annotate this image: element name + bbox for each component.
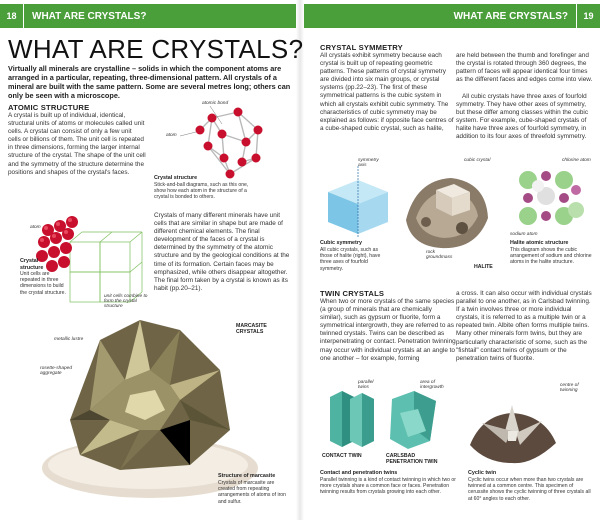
ball-stick-caption-text: Stick-and-ball diagrams, such as this one, show how each atom in the structure of a crystal is bonded to others.	[154, 182, 249, 201]
cyclic-twin-caption-title: Cyclic twin	[468, 470, 497, 476]
halite-label: HALITE	[474, 264, 493, 270]
lattice-caption-text: Unit cells are repeated in three dimensions to build the crystal structure.	[20, 271, 66, 296]
ball-stick-caption-title: Crystal structure	[154, 175, 198, 181]
metallic-lustre-label: metallic lustre	[54, 337, 84, 342]
atom-label: atom	[166, 133, 177, 138]
contact-twin-label: CONTACT TWIN	[322, 453, 362, 459]
left-page-header	[0, 4, 296, 28]
marcasite-crystals-label: MARCASITE CRYSTALS	[236, 323, 267, 335]
cubic-crystal-label: cubic crystal	[464, 158, 491, 163]
right-page-number: 19	[576, 4, 600, 28]
left-page-number: 18	[0, 4, 24, 28]
crystal-symmetry-text-col2: are held between the thumb and forefinger and the crystal is rotated through 360 degrees, the pattern of faces will appear identical four times as the different faces and edges come into view.	[456, 52, 593, 84]
halite-structure-caption-title: Halite atomic structure	[510, 240, 569, 246]
twin-crystals-text-col2: a cross. It can also occur with individual crystals parallel to one another, as in Carlsbad twinning. If a twin involves three or more individual crystals, it is referred to as a multiple twin or a repeated twin. Albite often forms multiple twins. Many other minerals form twins, but they are particularly characteristic of some, such as the "fishtail" contact twins of gypsum or the penetration twins of fluorite.	[456, 290, 592, 362]
cubic-symmetry-diagram	[318, 166, 398, 238]
crystal-symmetry-text-col1: All crystals exhibit symmetry because each crystal is built up of repeating geometric patterns. These patterns of crystal symmetry are divided into six main groups, or crystal systems (pp.22–23). The first of these symmetrical patterns is the cubic system in which all crystals exhibit cubic symmetry. The characteristics of cubic symmetry may be explained as follows: if opposite face centres of a cube-shaped cubic crystal, such as halite,	[320, 52, 454, 132]
marcasite-caption-text: Crystals of marcasite are created from repeating arrangements of atoms of iron and sulfur.	[218, 480, 286, 505]
cubic-symmetry-caption-title: Cubic symmetry	[320, 240, 362, 246]
page-title: WHAT ARE CRYSTALS?	[8, 34, 304, 64]
twins-caption-text: Parallel twinning is a kind of contact twinning in which two or more crystals share a common face or faces. Penetration twinning results from crystals growing into each other.	[320, 477, 456, 496]
sodium-atom-label: sodium atom	[510, 232, 538, 237]
cyclic-twin-specimen-image	[462, 385, 562, 469]
unit-cells-label: unit cells combine to form the crystal structure	[104, 294, 148, 309]
book-gutter	[296, 0, 304, 520]
atomic-structure-text: A crystal is built up of individual, identical, structural units of atoms or molecules called unit cells. A crystal can consist of only a few unit cells or billions of them. The unit cell is repeated in three dimensions, forming the larger internal structure of the crystal. The shape of the unit cell and the symmetry of the structure determine the positions and shapes of the crystal's faces.	[8, 112, 146, 176]
rock-groundmass-label: rock groundmass	[426, 250, 453, 260]
right-running-title: WHAT ARE CRYSTALS?	[453, 10, 568, 22]
centre-of-twinning-label: centre of twinning	[560, 383, 579, 393]
atomic-bond-label: atomic bond	[202, 101, 229, 106]
crystal-symmetry-heading: CRYSTAL SYMMETRY	[320, 43, 403, 52]
halite-specimen-image	[396, 160, 496, 255]
left-running-title: WHAT ARE CRYSTALS?	[32, 10, 147, 22]
halite-atomic-structure-diagram	[514, 166, 584, 230]
twins-caption-title: Contact and penetration twins	[320, 470, 398, 476]
lattice-caption-title: Crystal structure	[20, 258, 44, 271]
cyclic-twin-caption-text: Cyclic twins occur when more than two crystals are twinned at a common centre. This specimen of cerussite shows the cyclic twinning of three crystals all at 60° angles to each other.	[468, 477, 591, 502]
atomic-structure-heading: ATOMIC STRUCTURE	[8, 103, 90, 112]
right-page-header	[304, 4, 600, 28]
carlsbad-twin-label: CARLSBAD PENETRATION TWIN	[386, 453, 438, 465]
symmetry-axis-label: symmetry axis	[358, 158, 379, 168]
lattice-atom-label: atom	[30, 225, 41, 230]
atomic-structure-text-2: Crystals of many different minerals have unit cells that are similar in shape but are made of different chemical elements. The final development of the faces of a crystal is determined by the symmetry of the atomic structure and by the geological conditions at the time of its formation. Certain faces may be emphasized, while others disappear altogether. The final form taken by a crystal is known as its habit (pp.20–21).	[154, 212, 290, 292]
crystal-symmetry-text-col2b: All cubic crystals have three axes of fourfold symmetry. They have other axes of symmetry, but these differ among classes within the cubic system. For example, cube-shaped crystals of halite have three axes of fourfold symmetry, in addition to its four axes of threefold symmetry.	[456, 93, 589, 141]
cubic-symmetry-caption-text: All cubic crystals, such as those of halite (right), have three axes of fourfold symmetry.	[320, 247, 381, 272]
carlsbad-twin-diagram	[380, 385, 450, 455]
halite-structure-caption-text: This diagram shows the cubic arrangement of sodium and chlorine atoms in the halite structure.	[510, 247, 592, 266]
twin-crystals-text-col1: When two or more crystals of the same species (a group of minerals that are chemically similar), such as gypsum or fluorite, form a symmetrical intergrowth, they are referred to as twinned crystals. Twins can be described as interpenetrating or contact. Penetration twinning may occur with individual crystals at an angle to one another – for example, forming	[320, 298, 456, 362]
parallel-twins-label: parallel twins	[358, 380, 374, 390]
contact-twin-diagram	[320, 385, 380, 451]
intro-paragraph: Virtually all minerals are crystalline – solids in which the component atoms are arranged in a particular, repeating, three-dimensional pattern. All crystals of a mineral are built with the same pattern. Some are several metres long; others can only be seen with a microscope.	[8, 64, 291, 100]
chlorine-atom-label: chlorine atom	[562, 158, 591, 163]
intergrowth-label: area of intergrowth	[420, 380, 444, 390]
twin-crystals-heading: TWIN CRYSTALS	[320, 289, 385, 298]
marcasite-caption-title: Structure of marcasite	[218, 473, 276, 479]
rosette-aggregate-label: rosette-shaped aggregate	[40, 366, 72, 376]
